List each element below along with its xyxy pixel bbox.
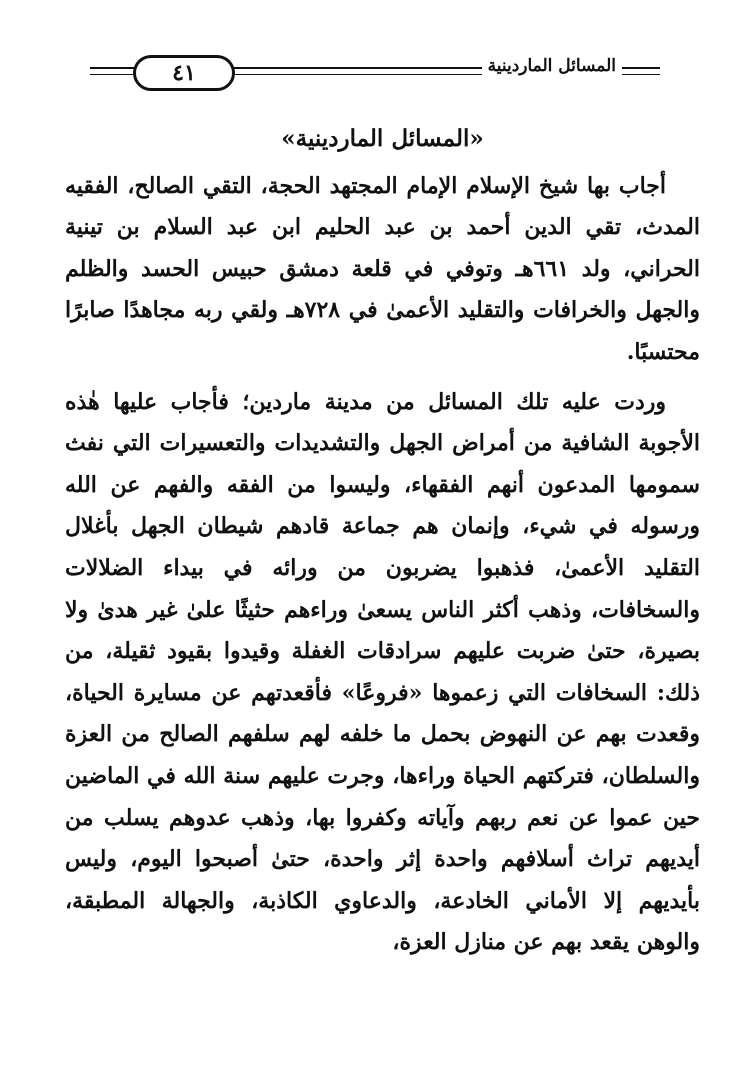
page-body xyxy=(65,118,700,964)
running-title: المسائل الماردينية xyxy=(482,56,622,76)
page-number xyxy=(133,55,235,91)
page-number-text: ٤١ xyxy=(172,60,196,86)
page-header xyxy=(90,52,660,90)
paragraph: أجاب بها شيخ الإسلام الإمام المجتهد الحجة، التقي الصالح، الفقيه المدث، تقي الدين أحمد بن عبد الحليم ابن عبد السلام بن تينية الحراني، ولد ٦٦١هـ وتوفي في قلعة دمشق حبيس الحسد والظلم والجهل والخرافات والتقليد الأعمىٰ في ٧٢٨هـ ولقي ربه مجاهدًا صابرًا محتسبًا. xyxy=(65,172,700,365)
paragraph: وردت عليه تلك المسائل من مدينة ماردين؛ فأجاب عليها هٰذه الأجوبة الشافية من أمراض الجهل والتشديدات والتعسيرات التي نفث سمومها المدعون أنهم الفقهاء، وليسوا من الفقه والفهم عن الله ورسوله في شيء، وإنمان هم جماعة قادهم شيطان الجهل بأغلال التقليد الأعمىٰ، فذهبوا يضربون من ورائه في بيداء الضلالات والسخافات، وذهب أكثر الناس يسعىٰ وراءهم حثيثًا علىٰ غير هدىٰ ولا بصيرة، حتىٰ ضربت عليهم سرادقات الغفلة وقيدوا بقيود ثقيلة، من ذلك: السخافات التي زعموها «فروعًا» فأقعدتهم عن مسايرة الحياة، وقعدت بهم عن النهوض بحمل ما خلفه لهم سلفهم الصالح من العزة والسلطان، فتركتهم الحياة وراءها، وجرت عليهم سنة الله في الماضين حين عموا عن نعم ربهم وآياته وكفروا بها، وذهب عدوهم يسلب من أيديهم تراث أسلافهم واحدة إثر واحدة، حتىٰ أصبحوا اليوم، وليس بأيديهم إلا الأماني الخادعة، والدعاوي الكاذبة، والجهالة المطبقة، والوهن يقعد بهم عن منازل العزة، xyxy=(65,388,700,956)
section-title: «المسائل الماردينية» xyxy=(281,125,484,152)
